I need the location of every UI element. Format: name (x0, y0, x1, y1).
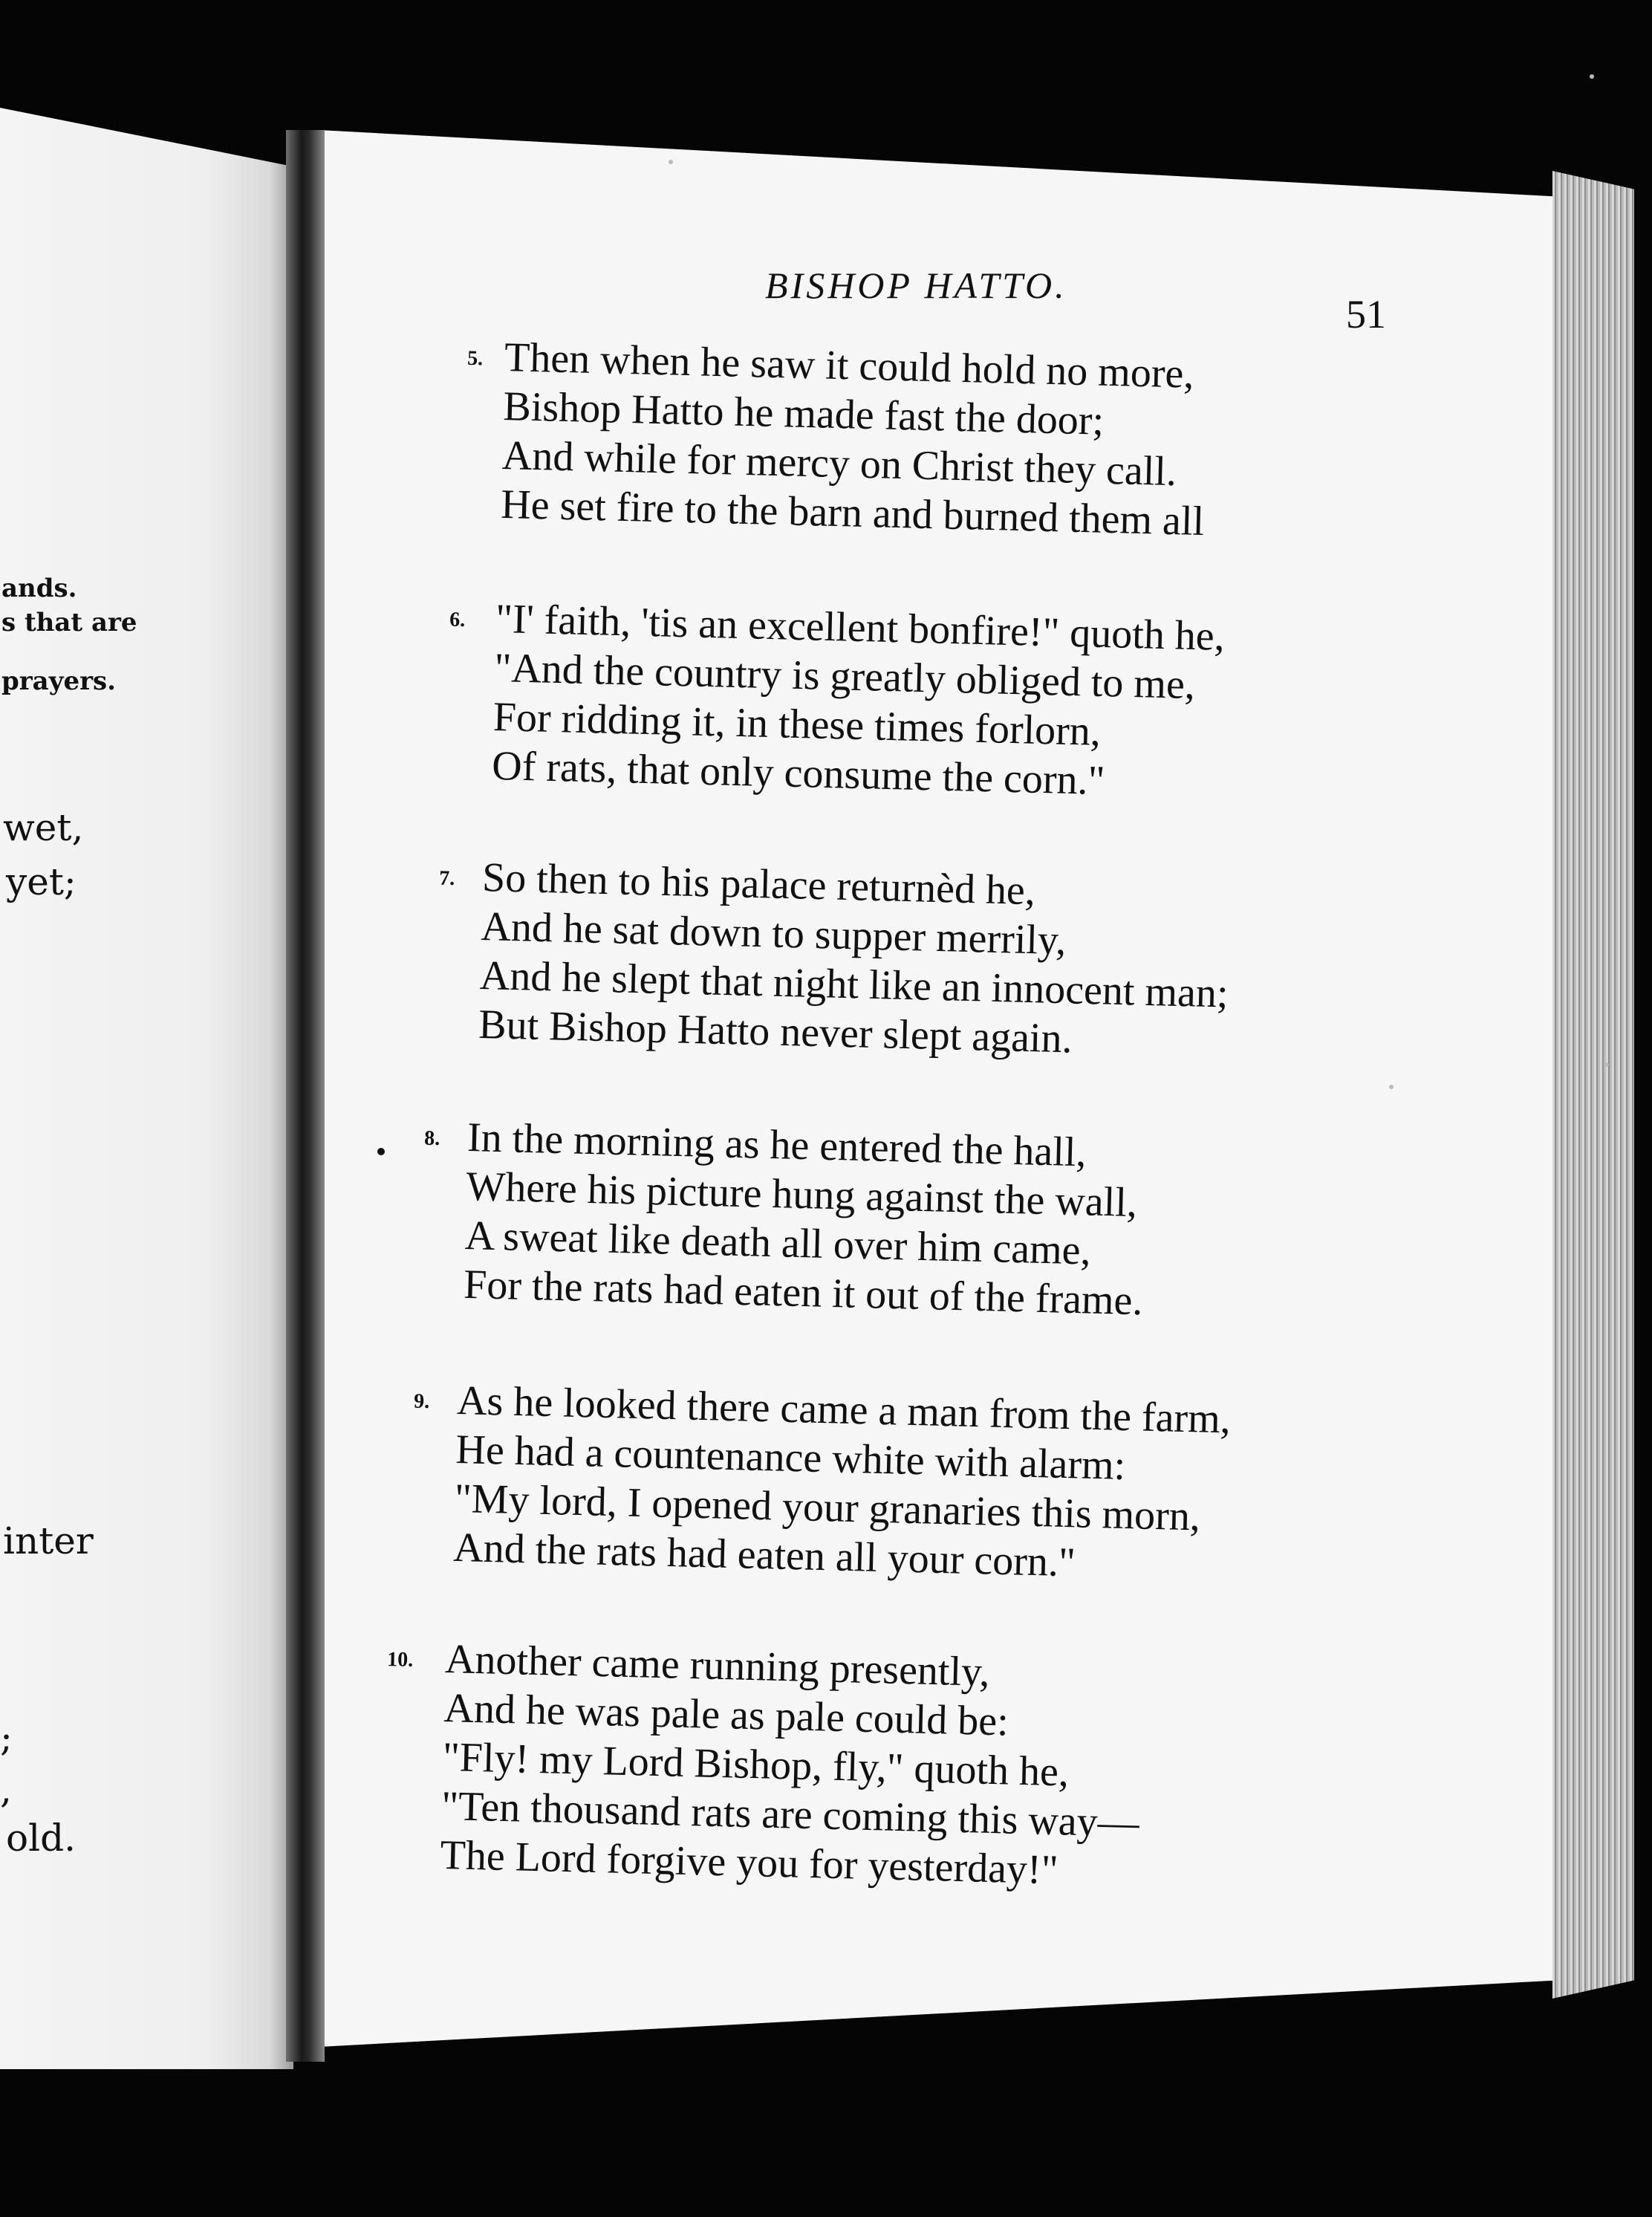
verse-line: Bishop Hatto he made fast the door; (502, 383, 1105, 444)
verse-line: He set fire to the barn and burned them all (500, 481, 1205, 545)
scan-speck (1604, 1062, 1609, 1067)
ink-speck (377, 1148, 385, 1155)
verse-line: Where his picture hung against the wall, (465, 1163, 1138, 1227)
verse-line: "My lord, I opened your granaries this morn, (454, 1475, 1201, 1540)
page-fore-edge (1552, 171, 1634, 1999)
verse-line: And he was pale as pale could be: (443, 1684, 1009, 1745)
stanza (413, 1376, 1232, 1591)
page-number: 51 (1346, 292, 1386, 337)
verse-line: Another came running presently, (444, 1635, 991, 1695)
verse-line: For the rats had eaten it out of the frame. (463, 1261, 1144, 1325)
stanza (423, 1113, 1148, 1325)
verse-line: Then when he saw it could hold no more, (504, 334, 1195, 397)
stanza-number: 6. (449, 608, 466, 632)
stanza-number: 5. (466, 346, 484, 371)
verse-line: And he slept that night like an innocent man; (479, 952, 1229, 1017)
verse-line: For ridding it, in these times forlorn, (492, 693, 1102, 755)
scan-speck (1389, 1085, 1394, 1089)
running-header-title: BISHOP HATTO. (765, 264, 1067, 306)
verse-line: And he sat down to supper merrily, (480, 903, 1067, 964)
verse-line: "Fly! my Lord Bishop, fly," quoth he, (442, 1733, 1070, 1796)
book-gutter (286, 130, 325, 2062)
stanza (449, 594, 1226, 808)
scan-speck (1590, 74, 1594, 79)
left-fragment: old. (6, 1817, 76, 1860)
left-fragment: prayers. (1, 666, 116, 696)
left-fragment: inter (3, 1519, 94, 1562)
verse-line: Of rats, that only consume the corn." (491, 742, 1106, 805)
stanza (438, 853, 1232, 1068)
verse-line: In the morning as he entered the hall, (466, 1114, 1087, 1176)
stanza (466, 333, 1209, 546)
stanza-number: 9. (413, 1389, 430, 1414)
verse-line: But Bishop Hatto never slept again. (478, 1001, 1073, 1062)
left-fragment: , (0, 1768, 12, 1811)
verse-line: "And the country is greatly obliged to me, (493, 644, 1196, 709)
stanza (386, 1635, 1143, 1897)
stanza-number: 8. (423, 1126, 440, 1151)
verse-line: As he looked there came a man from the farm, (456, 1377, 1232, 1443)
verse-line: The Lord forgive you for yesterday!" (439, 1831, 1059, 1894)
stanza-number: 7. (438, 866, 455, 891)
verse-line: A sweat like death all over him came, (464, 1212, 1092, 1274)
left-fragment: ands. (1, 574, 77, 603)
verse-line: "I' faith, 'tis an excellent bonfire!" quoth he, (495, 595, 1226, 660)
left-fragment: yet; (6, 860, 77, 903)
verse-line: He had a countenance white with alarm: (455, 1426, 1126, 1489)
verse-line: And while for mercy on Christ they call. (501, 432, 1177, 496)
left-fragment: ; (0, 1716, 13, 1759)
left-fragment: s that are (1, 608, 137, 637)
verse-line: So then to his palace returnèd he, (481, 854, 1036, 915)
verse-line: "Ten thousand rats are coming this way— (440, 1782, 1140, 1846)
left-fragment: wet, (3, 806, 84, 849)
scan-speck (669, 160, 673, 164)
left-page (0, 108, 293, 2069)
verse-line: And the rats had eaten all your corn." (452, 1524, 1076, 1586)
stanza-number: 10. (386, 1648, 414, 1672)
